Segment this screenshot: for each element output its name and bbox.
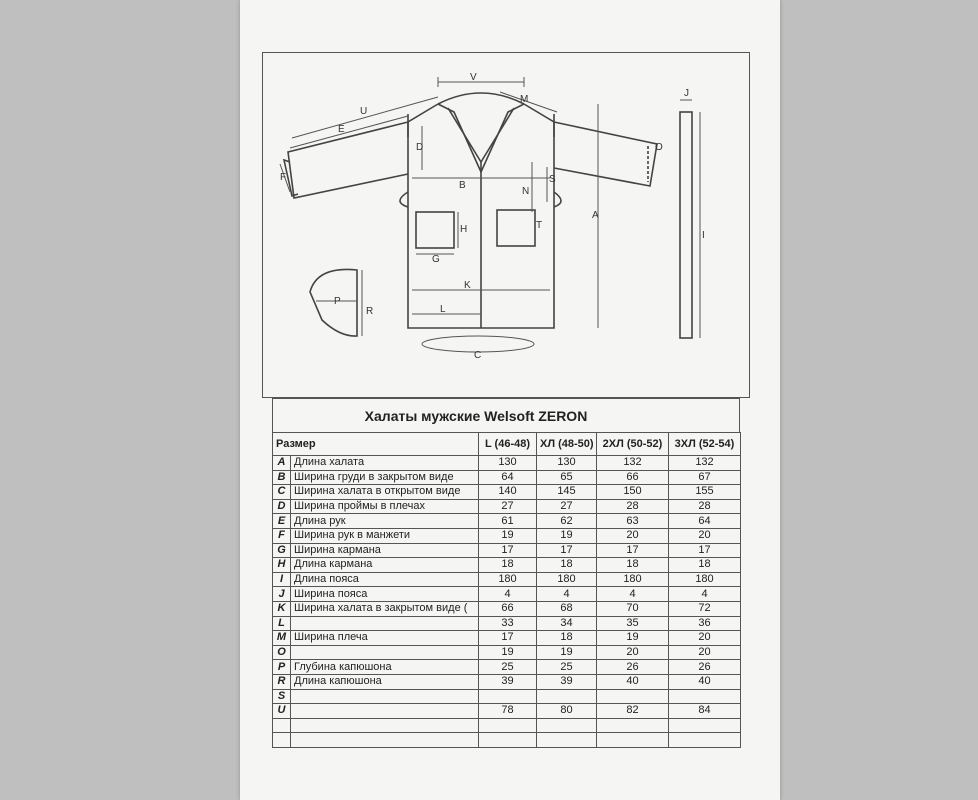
- row-code: J: [273, 587, 291, 602]
- label-e: E: [338, 124, 345, 135]
- row-code: B: [273, 470, 291, 485]
- row-value: 132: [669, 456, 741, 471]
- table-row: [273, 456, 741, 471]
- row-value: [597, 733, 669, 748]
- row-value: 19: [479, 645, 537, 660]
- label-b: B: [459, 180, 466, 191]
- row-code: U: [273, 704, 291, 719]
- row-code: E: [273, 514, 291, 529]
- table-header-row: [273, 433, 741, 456]
- row-code: F: [273, 528, 291, 543]
- table-row: [273, 528, 741, 543]
- row-name: Ширина проймы в плечах: [291, 499, 479, 514]
- row-value: [597, 718, 669, 733]
- row-name: Глубина капюшона: [291, 660, 479, 675]
- table-row: [273, 601, 741, 616]
- table-row: [273, 704, 741, 719]
- row-value: 140: [479, 485, 537, 500]
- label-k: K: [464, 280, 471, 291]
- column-header: 3ХЛ (52-54): [669, 433, 741, 456]
- row-code: H: [273, 558, 291, 573]
- row-value: 18: [669, 558, 741, 573]
- table-row: [273, 485, 741, 500]
- row-value: 67: [669, 470, 741, 485]
- row-code: A: [273, 456, 291, 471]
- row-value: 84: [669, 704, 741, 719]
- row-name: [291, 689, 479, 704]
- row-name: Длина капюшона: [291, 674, 479, 689]
- row-value: 17: [479, 543, 537, 558]
- row-name: Ширина кармана: [291, 543, 479, 558]
- table-row: [273, 616, 741, 631]
- row-value: [479, 718, 537, 733]
- row-value: 66: [479, 601, 537, 616]
- row-value: 17: [479, 631, 537, 646]
- row-value: [669, 689, 741, 704]
- label-s: S: [549, 174, 556, 185]
- row-value: 20: [669, 631, 741, 646]
- robe-diagram: [262, 52, 750, 403]
- row-value: 68: [537, 601, 597, 616]
- table-row: [273, 631, 741, 646]
- column-header: L (46-48): [479, 433, 537, 456]
- table-row: [273, 558, 741, 573]
- size-header: Размер: [273, 433, 479, 456]
- row-value: 4: [537, 587, 597, 602]
- row-value: 20: [597, 528, 669, 543]
- row-value: 18: [537, 558, 597, 573]
- row-code: G: [273, 543, 291, 558]
- row-value: [537, 733, 597, 748]
- label-v: V: [470, 72, 477, 83]
- row-name: Длина халата: [291, 456, 479, 471]
- column-header: 2ХЛ (50-52): [597, 433, 669, 456]
- table-row: [273, 470, 741, 485]
- row-value: 39: [537, 674, 597, 689]
- label-l: L: [440, 304, 446, 315]
- column-header: ХЛ (48-50): [537, 433, 597, 456]
- label-h: H: [460, 224, 468, 235]
- row-value: 17: [597, 543, 669, 558]
- label-f: F: [280, 172, 287, 183]
- row-value: [669, 733, 741, 748]
- row-code: C: [273, 485, 291, 500]
- row-name: Ширина рук в манжети: [291, 528, 479, 543]
- table-row: [273, 674, 741, 689]
- row-code: K: [273, 601, 291, 616]
- row-value: 64: [479, 470, 537, 485]
- row-value: 180: [669, 572, 741, 587]
- row-value: 36: [669, 616, 741, 631]
- row-value: 4: [479, 587, 537, 602]
- row-value: 19: [597, 631, 669, 646]
- row-value: [479, 733, 537, 748]
- row-value: 19: [537, 528, 597, 543]
- row-value: 40: [669, 674, 741, 689]
- table-row: [273, 718, 741, 733]
- row-value: 130: [537, 456, 597, 471]
- row-value: 19: [537, 645, 597, 660]
- row-value: 180: [537, 572, 597, 587]
- row-value: 26: [597, 660, 669, 675]
- label-t: T: [536, 220, 543, 231]
- row-value: 130: [479, 456, 537, 471]
- row-name: Длина рук: [291, 514, 479, 529]
- row-value: 27: [479, 499, 537, 514]
- table-row: [273, 543, 741, 558]
- row-name: Ширина плеча: [291, 631, 479, 646]
- row-value: 26: [669, 660, 741, 675]
- row-value: 132: [597, 456, 669, 471]
- row-value: 66: [597, 470, 669, 485]
- row-name: Ширина груди в закрытом виде: [291, 470, 479, 485]
- table-row: [273, 499, 741, 514]
- row-value: 180: [597, 572, 669, 587]
- row-value: [479, 689, 537, 704]
- label-u: U: [360, 106, 368, 117]
- label-d: D: [416, 142, 424, 153]
- label-r: R: [366, 306, 374, 317]
- table-title-row: [272, 398, 740, 432]
- row-code: L: [273, 616, 291, 631]
- row-value: 17: [669, 543, 741, 558]
- label-n: N: [522, 186, 530, 197]
- row-value: [537, 689, 597, 704]
- row-name: [291, 733, 479, 748]
- row-name: Длина пояса: [291, 572, 479, 587]
- size-table-block: [272, 398, 740, 748]
- row-value: 35: [597, 616, 669, 631]
- label-j: J: [684, 88, 689, 99]
- label-g: G: [432, 254, 440, 265]
- row-value: 80: [537, 704, 597, 719]
- row-value: 33: [479, 616, 537, 631]
- row-name: [291, 718, 479, 733]
- row-value: 18: [597, 558, 669, 573]
- table-row: [273, 572, 741, 587]
- row-value: 65: [537, 470, 597, 485]
- row-value: [597, 689, 669, 704]
- row-value: 20: [669, 528, 741, 543]
- row-value: 72: [669, 601, 741, 616]
- row-value: 28: [597, 499, 669, 514]
- row-value: 34: [537, 616, 597, 631]
- row-value: 155: [669, 485, 741, 500]
- row-value: 82: [597, 704, 669, 719]
- row-value: 18: [479, 558, 537, 573]
- label-a: A: [592, 210, 599, 221]
- row-code: D: [273, 499, 291, 514]
- document-title: Халаты мужские Welsoft ZERON: [364, 407, 588, 424]
- label-i: I: [702, 230, 705, 241]
- row-name: [291, 704, 479, 719]
- row-code: M: [273, 631, 291, 646]
- row-name: Длина кармана: [291, 558, 479, 573]
- row-name: Ширина халата в открытом виде: [291, 485, 479, 500]
- label-m: M: [520, 94, 529, 105]
- row-value: 62: [537, 514, 597, 529]
- row-value: 70: [597, 601, 669, 616]
- row-code: P: [273, 660, 291, 675]
- row-value: 78: [479, 704, 537, 719]
- row-code: O: [273, 645, 291, 660]
- row-value: 20: [669, 645, 741, 660]
- table-row: [273, 587, 741, 602]
- row-value: 150: [597, 485, 669, 500]
- row-value: 64: [669, 514, 741, 529]
- row-value: 61: [479, 514, 537, 529]
- row-name: Ширина пояса: [291, 587, 479, 602]
- row-value: 145: [537, 485, 597, 500]
- row-value: 4: [669, 587, 741, 602]
- row-value: 19: [479, 528, 537, 543]
- row-value: 63: [597, 514, 669, 529]
- label-c: C: [474, 350, 482, 361]
- row-value: [669, 718, 741, 733]
- row-name: [291, 645, 479, 660]
- label-o: O: [655, 142, 663, 153]
- label-p: P: [334, 296, 341, 307]
- table-row: [273, 733, 741, 748]
- row-name: [291, 616, 479, 631]
- row-value: [537, 718, 597, 733]
- row-value: 4: [597, 587, 669, 602]
- row-value: 25: [479, 660, 537, 675]
- row-value: 180: [479, 572, 537, 587]
- row-value: 18: [537, 631, 597, 646]
- table-row: [273, 660, 741, 675]
- table-row: [273, 689, 741, 704]
- row-value: 25: [537, 660, 597, 675]
- row-value: 28: [669, 499, 741, 514]
- row-value: 17: [537, 543, 597, 558]
- robe-drawing: [262, 52, 750, 398]
- row-value: 39: [479, 674, 537, 689]
- row-value: 27: [537, 499, 597, 514]
- row-code: S: [273, 689, 291, 704]
- row-code: R: [273, 674, 291, 689]
- row-value: 20: [597, 645, 669, 660]
- row-code: [273, 718, 291, 733]
- table-row: [273, 514, 741, 529]
- size-table: [272, 432, 741, 748]
- row-name: Ширина халата в закрытом виде (: [291, 601, 479, 616]
- row-value: 40: [597, 674, 669, 689]
- row-code: [273, 733, 291, 748]
- row-code: I: [273, 572, 291, 587]
- table-row: [273, 645, 741, 660]
